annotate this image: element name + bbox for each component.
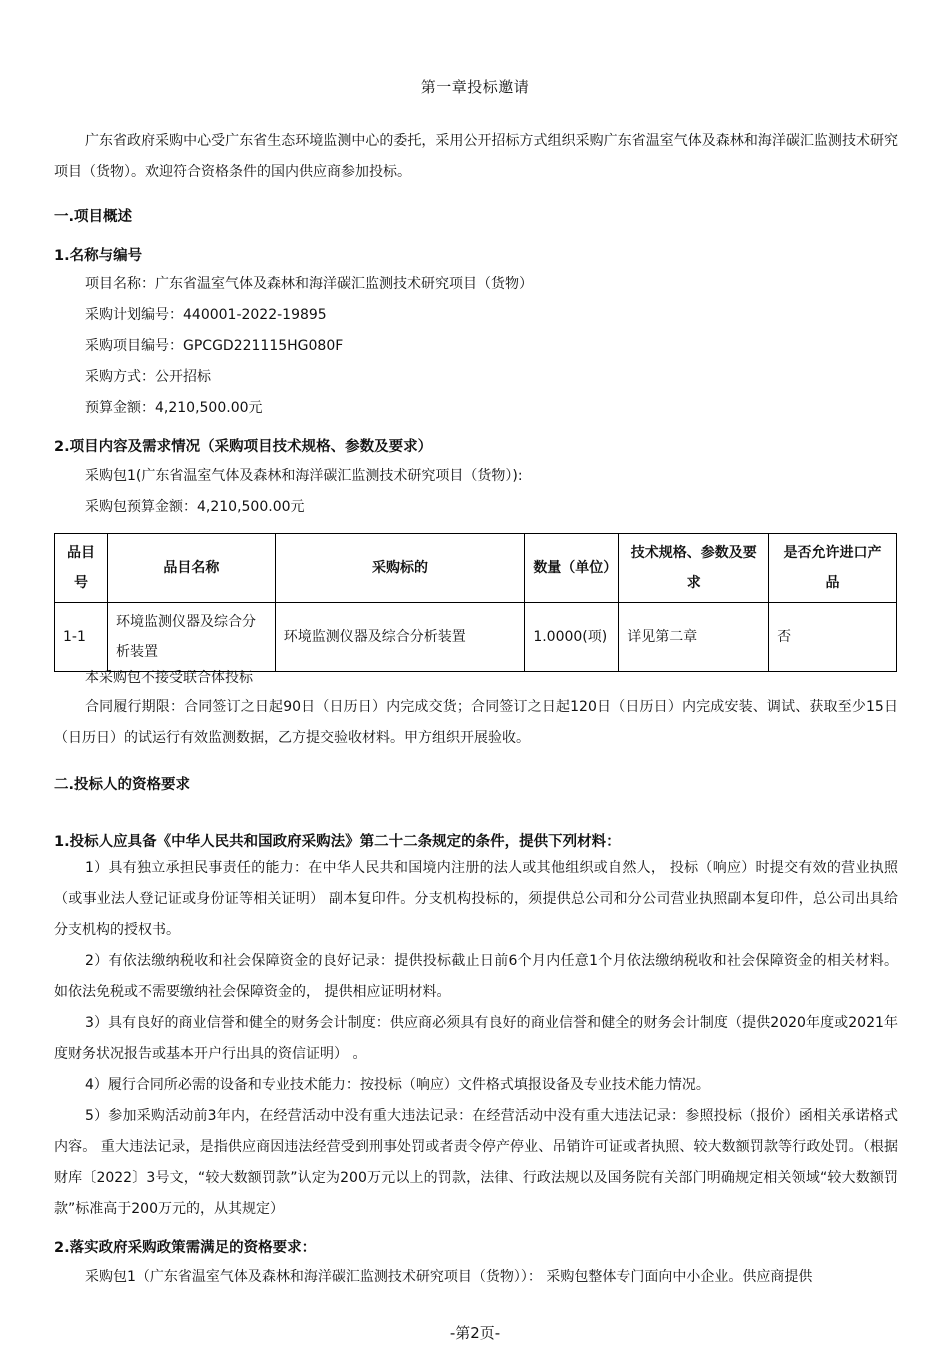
section-1-heading: 一.项目概述 bbox=[54, 209, 133, 225]
cell-item-name: 环境监测仪器及综合分析装置 bbox=[107, 603, 275, 672]
package-line: 采购包1(广东省温室气体及森林和海洋碳汇监测技术研究项目（货物）): bbox=[85, 468, 523, 484]
no-consortium-note: 本采购包不接受联合体投标 bbox=[85, 670, 253, 686]
procurement-method-line: 采购方式：公开招标 bbox=[85, 369, 211, 385]
page-number: -第2页- bbox=[449, 1324, 501, 1342]
qualification-heading: 1.投标人应具备《中华人民共和国政府采购法》第二十二条规定的条件，提供下列材料： bbox=[54, 834, 621, 850]
header-item-number: 品目号 bbox=[55, 534, 108, 603]
project-number-line: 采购项目编号：GPCGD221115HG080F bbox=[85, 338, 344, 354]
intro-paragraph: 广东省政府采购中心受广东省生态环境监测中心的委托，采用公开招标方式组织采购广东省温室气体及森林和海洋碳汇监测技术研究项目（货物）。欢迎符合资格条件的国内供应商参加投标。 bbox=[54, 133, 898, 180]
header-specifications: 技术规格、参数及要求 bbox=[619, 534, 769, 603]
plan-number-line: 采购计划编号：440001-2022-19895 bbox=[85, 307, 327, 323]
qualification-item-3: 3）具有良好的商业信誉和健全的财务会计制度：供应商必须具有良好的商业信誉和健全的财务会计制度（提供2020年度或2021年度财务状况报告或基本开户行出具的资信证明） 。 bbox=[54, 1015, 898, 1062]
header-item-name: 品目名称 bbox=[107, 534, 275, 603]
project-name-line: 项目名称：广东省温室气体及森林和海洋碳汇监测技术研究项目（货物） bbox=[85, 276, 533, 292]
table-row bbox=[55, 603, 897, 672]
cell-specifications: 详见第二章 bbox=[619, 603, 769, 672]
header-procurement-target: 采购标的 bbox=[275, 534, 525, 603]
subsection-name-and-number-heading: 1.名称与编号 bbox=[54, 248, 143, 264]
section-2-heading: 二.投标人的资格要求 bbox=[54, 777, 191, 793]
header-quantity: 数量（单位） bbox=[525, 534, 619, 603]
package-budget-line: 采购包预算金额：4,210,500.00元 bbox=[85, 499, 305, 515]
qualification-item-2: 2）有依法缴纳税收和社会保障资金的良好记录：提供投标截止日前6个月内任意1个月依法缴纳税收和社会保障资金的相关材料。 如依法免税或不需要缴纳社会保障资金的， 提供相应证明材料。 bbox=[54, 953, 898, 1000]
cell-procurement-target: 环境监测仪器及综合分析装置 bbox=[275, 603, 525, 672]
cell-quantity: 1.0000(项) bbox=[525, 603, 619, 672]
header-import-allowed: 是否允许进口产品 bbox=[769, 534, 897, 603]
policy-requirement-heading: 2.落实政府采购政策需满足的资格要求： bbox=[54, 1240, 317, 1256]
policy-requirement-text: 采购包1（广东省温室气体及森林和海洋碳汇监测技术研究项目（货物））： 采购包整体专门面向中小企业。供应商提供 bbox=[85, 1269, 813, 1285]
contract-period-paragraph: 合同履行期限：合同签订之日起90日（日历日）内完成交货；合同签订之日起120日（日历日）内完成安装、调试、获取至少15日（日历日）的试运行有效监测数据，乙方提交验收材料。甲方组织开展验收。 bbox=[54, 699, 898, 746]
budget-line: 预算金额：4,210,500.00元 bbox=[85, 400, 263, 416]
qualification-item-5: 5）参加采购活动前3年内，在经营活动中没有重大违法记录：在经营活动中没有重大违法记录：参照投标（报价）函相关承诺格式内容。 重大违法记录，是指供应商因违法经营受到刑事处罚或者责令停产停业、吊销许可证或者执照、较大数额罚款等行政处罚。（根据财库〔2022〕3号文，“较大数额罚款”认定为200万元以上的罚款，法律、行政法规以及国务院有关部门明确规定相关领域“较大数额罚款”标准高于200万元的，从其规定） bbox=[54, 1108, 898, 1217]
cell-import-allowed: 否 bbox=[769, 603, 897, 672]
qualification-item-1: 1）具有独立承担民事责任的能力：在中华人民共和国境内注册的法人或其他组织或自然人， 投标（响应）时提交有效的营业执照（或事业法人登记证或身份证等相关证明） 副本复印件。分支机构投标的，须提供总公司和分公司营业执照副本复印件，总公司出具给分支机构的授权书。 bbox=[54, 860, 898, 938]
table-header-row bbox=[55, 534, 897, 603]
chapter-title: 第一章投标邀请 bbox=[420, 78, 530, 96]
items-table bbox=[54, 533, 897, 672]
subsection-content-heading: 2.项目内容及需求情况（采购项目技术规格、参数及要求） bbox=[54, 439, 433, 455]
qualification-item-4: 4）履行合同所必需的设备和专业技术能力：按投标（响应）文件格式填报设备及专业技术能力情况。 bbox=[85, 1077, 710, 1093]
cell-item-number: 1-1 bbox=[55, 603, 108, 672]
